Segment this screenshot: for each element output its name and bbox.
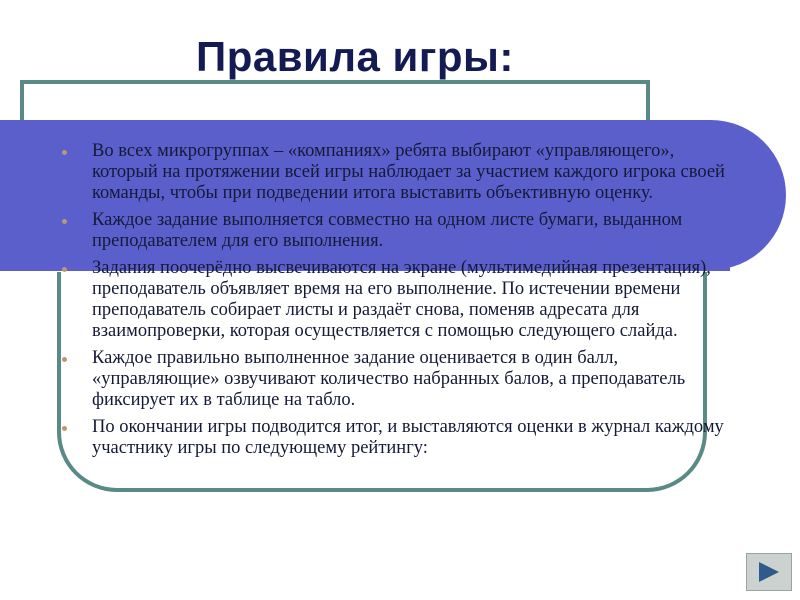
rule-item: Во всех микрогруппах – «компаниях» ребята выбирают «управляющего», который на протяжении всей игры наблюдает за участием каждого игрока своей команды, чтобы при подведении итога выставить объективную оценку.	[60, 141, 740, 204]
slide-title: Правила игры:	[196, 33, 514, 80]
next-slide-button[interactable]	[746, 553, 792, 591]
rules-list	[60, 141, 740, 465]
rule-item: По окончании игры подводится итог, и выставляются оценки в журнал каждому участнику игры по следующему рейтингу:	[60, 417, 740, 459]
rule-item: Задания поочерёдно высвечиваются на экране (мультимедийная презентация), преподаватель объявляет время на его выполнение. По истечении времени преподаватель собирает листы и раздаёт снова, поменяв адресата для взаимопроверки, которая осуществляется с помощью следующего слайда.	[60, 258, 740, 342]
rule-item: Каждое правильно выполненное задание оценивается в один балл, «управляющие» озвучивают количество набранных балов, а преподаватель фиксирует их в таблице на табло.	[60, 348, 740, 411]
next-slide-arrow-icon	[757, 561, 781, 583]
rule-item: Каждое задание выполняется совместно на одном листе бумаги, выданном преподавателем для его выполнения.	[60, 210, 740, 252]
